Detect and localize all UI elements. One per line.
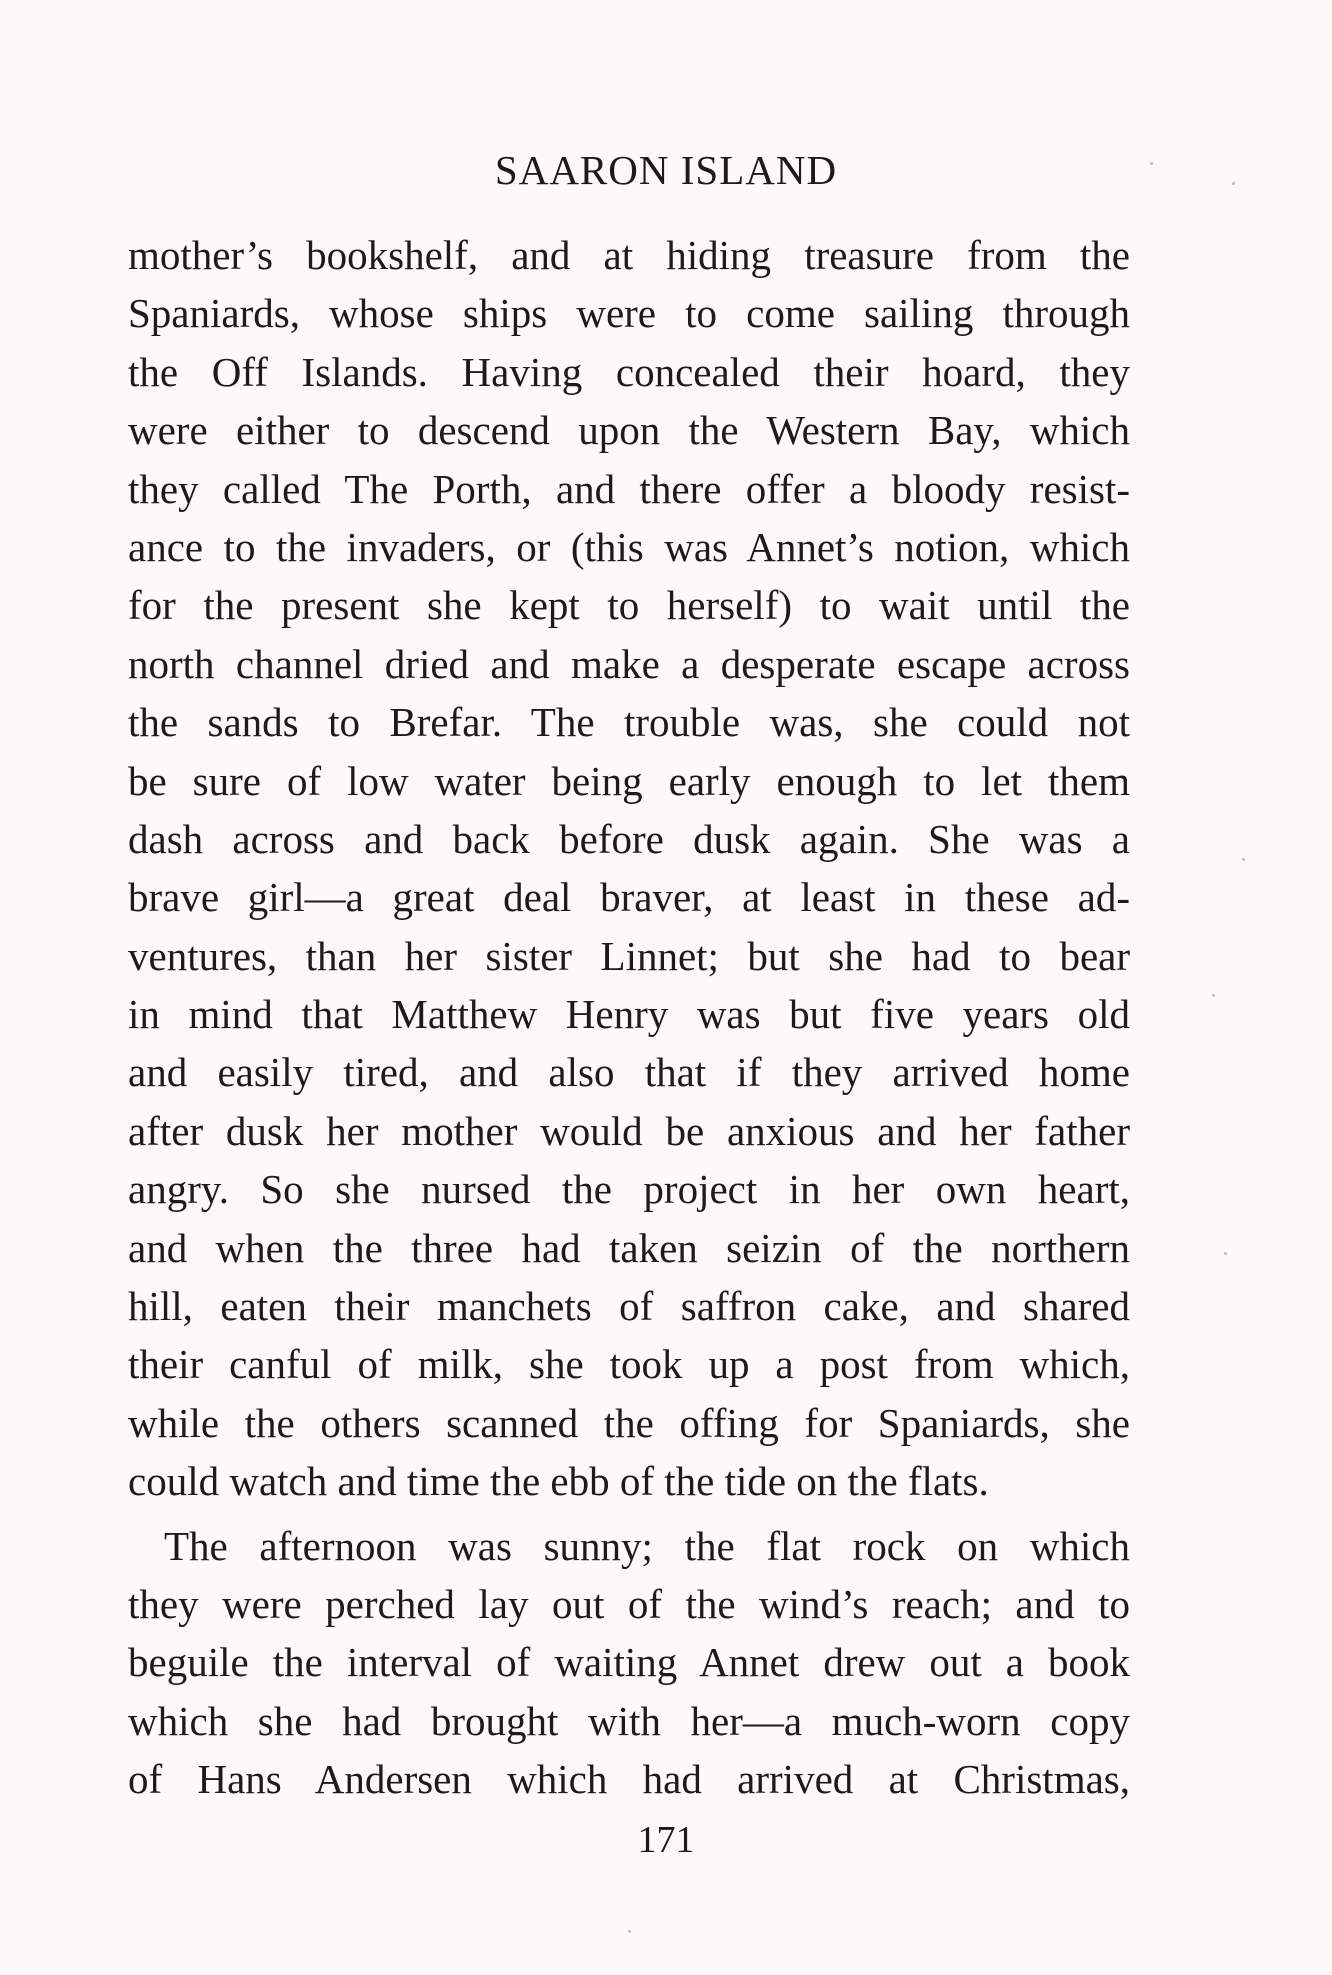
- text-line: ance to the invaders, or (this was Annet’s notion, which: [128, 523, 1130, 570]
- text-line: and when the three had taken seizin of the northern: [128, 1224, 1130, 1271]
- text-line: were either to descend upon the Western Bay, which: [128, 407, 1130, 454]
- paper-speck: [1224, 1252, 1227, 1255]
- text-line: ventures, than her sister Linnet; but she had to bear: [128, 932, 1130, 979]
- text-line: hill, eaten their manchets of saffron cake, and shared: [128, 1283, 1130, 1330]
- paragraph-1: [128, 226, 1130, 1511]
- text-line: while the others scanned the offing for Spaniards, she: [128, 1399, 1130, 1446]
- text-line: which she had brought with her—a much-worn copy: [128, 1697, 1130, 1744]
- text-line: the Off Islands. Having concealed their hoard, they: [128, 348, 1130, 395]
- text-line: brave girl—a great deal braver, at least in these ad-: [128, 874, 1130, 921]
- text-line: angry. So she nursed the project in her own heart,: [128, 1166, 1130, 1213]
- paper-speck: [628, 1930, 631, 1933]
- text-line: could watch and time the ebb of the tide on the flats.: [128, 1458, 989, 1505]
- text-line: mother’s bookshelf, and at hiding treasure from the: [128, 232, 1130, 278]
- text-line: they called The Porth, and there offer a bloody resist-: [128, 465, 1130, 512]
- text-line: the sands to Brefar. The trouble was, she could not: [128, 699, 1130, 746]
- paper-speck: [1212, 994, 1215, 997]
- paper-speck: [1150, 162, 1153, 165]
- text-line: and easily tired, and also that if they arrived home: [128, 1049, 1130, 1096]
- paper-speck: [1242, 858, 1245, 861]
- paragraph-2: [128, 1517, 1130, 1809]
- text-line: Spaniards, whose ships were to come sailing through: [128, 290, 1130, 337]
- text-line: beguile the interval of waiting Annet drew out a book: [128, 1639, 1130, 1686]
- page-number: 171: [637, 1819, 695, 1861]
- text-line: The afternoon was sunny; the flat rock on which: [164, 1522, 1130, 1569]
- text-line: for the present she kept to herself) to wait until the: [128, 582, 1130, 629]
- body-text: [128, 226, 1130, 1809]
- text-line: dash across and back before dusk again. She was a: [128, 815, 1130, 862]
- paper-speck: [1232, 182, 1235, 185]
- text-line: be sure of low water being early enough to let them: [128, 757, 1130, 804]
- running-head: SAARON ISLAND: [494, 147, 838, 193]
- text-line: after dusk her mother would be anxious and her father: [128, 1107, 1130, 1154]
- text-line: they were perched lay out of the wind’s reach; and to: [128, 1580, 1130, 1627]
- text-line: in mind that Matthew Henry was but five years old: [128, 991, 1130, 1038]
- text-line: their canful of milk, she took up a post from which,: [128, 1341, 1130, 1388]
- text-line: north channel dried and make a desperate escape across: [128, 640, 1130, 687]
- text-line: of Hans Andersen which had arrived at Christmas,: [128, 1756, 1130, 1803]
